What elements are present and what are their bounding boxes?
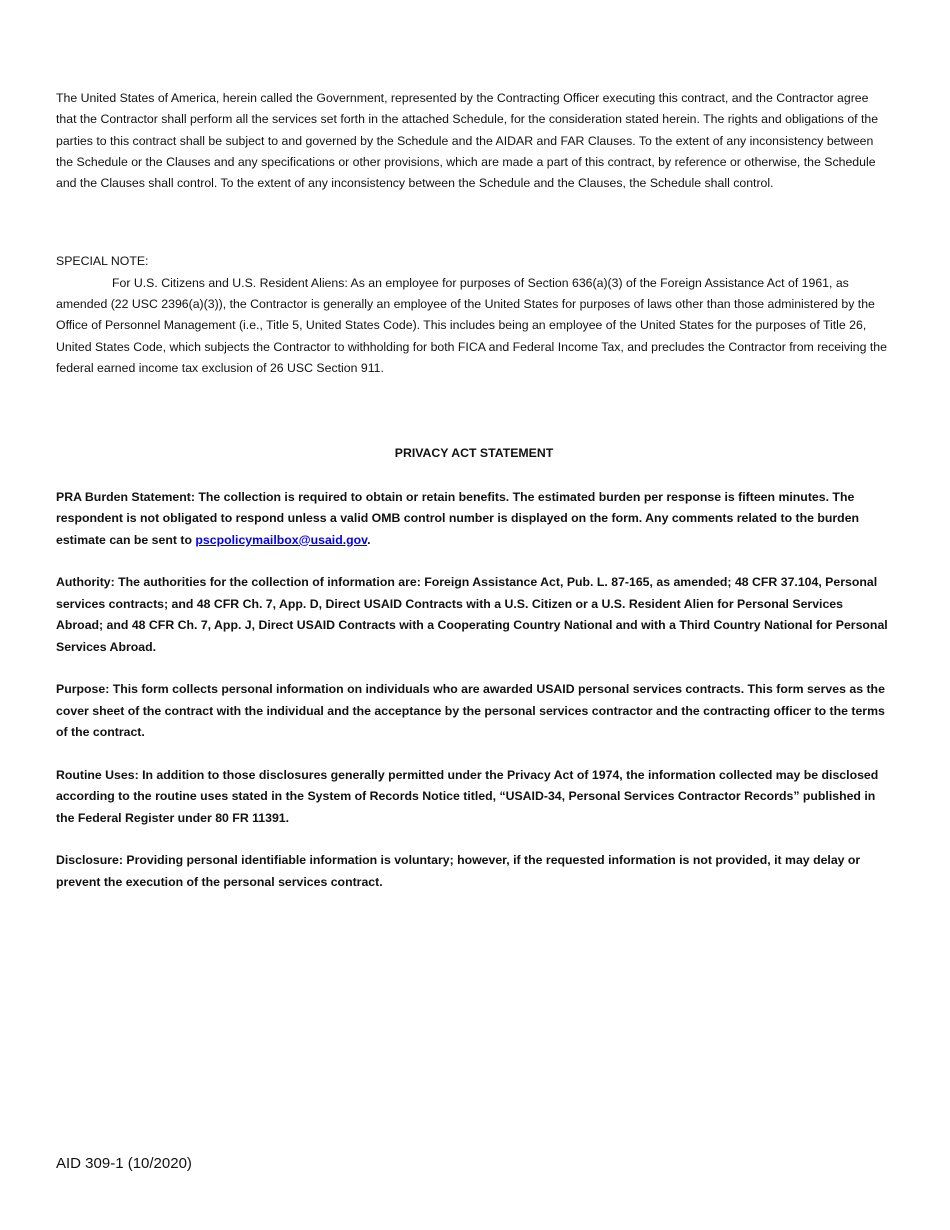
special-note-heading: SPECIAL NOTE: [56,254,149,269]
authority-paragraph: Authority: The authorities for the collection of information are: Foreign Assistance Act, Pub. L. 87-165, as amended; 48 CFR 37.104, Personal services contracts; and 48 CFR Ch. 7, App. D, Direct USAID Contracts with a U.S. Citizen or a U.S. Resident Alien for Personal Services Abroad; and 48 CFR Ch. 7, App. J, Direct USAID Contracts with a Cooperating Country National and with a Third Country National for Personal Services Abroad. [56,575,888,654]
form-id-footer: AID 309-1 (10/2020) [56,1155,192,1172]
routine-uses-paragraph: Routine Uses: In addition to those disclosures generally permitted under the Privacy Act of 1974, the information collected may be disclosed according to the routine uses stated in the System of Records Notice titled, “USAID-34, Personal Services Contractor Records” published in the Federal Register under 80 FR 11391. [56,767,879,825]
purpose-paragraph: Purpose: This form collects personal information on individuals who are awarded USAID personal services contracts. This form serves as the cover sheet of the contract with the individual and the acceptance by the personal services contractor and the contracting officer to the terms of the contract. [56,682,885,740]
email-link[interactable]: pscpolicymailbox@usaid.gov [195,532,368,547]
disclosure-paragraph: Disclosure: Providing personal identifiable information is voluntary; however, if the requested information is not provided, it may delay or prevent the execution of the personal services contract. [56,853,861,889]
special-note-section [56,251,892,379]
pra-burden-end: . [367,532,371,547]
privacy-act-title: PRIVACY ACT STATEMENT [394,446,554,461]
pra-burden-text: PRA Burden Statement: The collection is required to obtain or retain benefits. The estimated burden per response is fifteen minutes. The respondent is not obligated to respond unless a valid OMB control number is displayed on the form. Any comments related to the burden estimate can be sent to [56,489,860,547]
special-note-body: For U.S. Citizens and U.S. Resident Aliens: As an employee for purposes of Section 636(a)(3) of the Foreign Assistance Act of 1961, as amended (22 USC 2396(a)(3)), the Contractor is generally an employee of the United States for purposes of laws other than those administered by the Office of Personnel Management (i.e., Title 5, United States Code). This includes being an employee of the United States for the purposes of Title 26, United States Code, which subjects the Contractor to withholding for both FICA and Federal Income Tax, and precludes the Contractor from receiving the federal earned income tax exclusion of 26 USC Section 911. [56,275,887,375]
pra-burden-statement [56,487,892,552]
intro-paragraph: The United States of America, herein called the Government, represented by the Contracting Officer executing this contract, and the Contractor agree that the Contractor shall perform all the services set forth in the attached Schedule, for the consideration stated herein. The rights and obligations of the parties to this contract shall be subject to and governed by the Schedule and the AIDAR and FAR Clauses. To the extent of any inconsistency between the Schedule or the Clauses and any specifications or other provisions, which are made a part of this contract, by reference or otherwise, the Schedule and the Clauses shall control. To the extent of any inconsistency between the Schedule and the Clauses, the Schedule shall control. [56,91,879,191]
document-page [56,88,892,893]
